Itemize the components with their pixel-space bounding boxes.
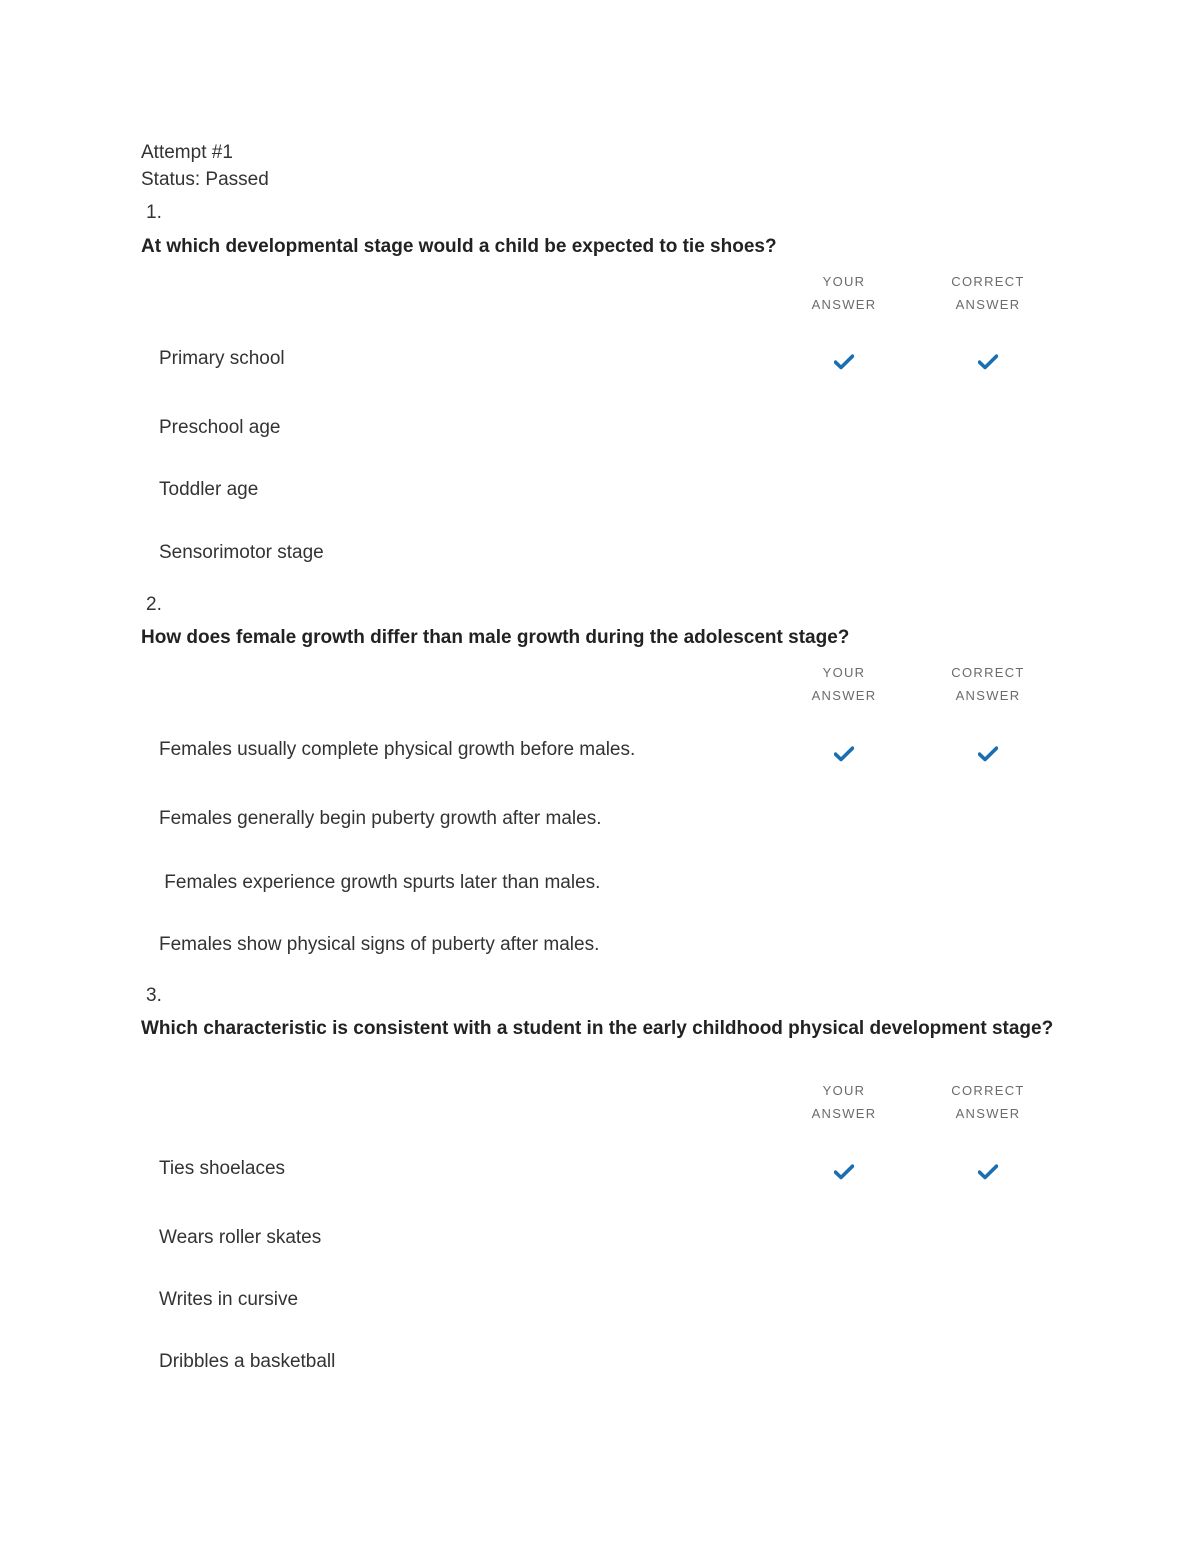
your-answer-header-line2: ANSWER	[811, 297, 877, 312]
answer-option: Females show physical signs of puberty after males.	[159, 934, 600, 955]
correct-answer-header	[933, 270, 1043, 316]
answer-option: Preschool age	[159, 417, 281, 438]
your-answer-header-line1: YOUR	[822, 274, 866, 289]
question-text: At which developmental stage would a child be expected to tie shoes?	[141, 236, 777, 257]
your-answer-header	[789, 270, 899, 316]
correct-answer-header-line1: CORRECT	[951, 274, 1025, 289]
answer-option: Primary school	[159, 348, 285, 369]
question-number: 1.	[146, 202, 162, 223]
correct-answer-header	[933, 661, 1043, 707]
your-answer-header-line1: YOUR	[822, 1083, 866, 1098]
correct-answer-header-line2: ANSWER	[955, 297, 1021, 312]
question-text: How does female growth differ than male growth during the adolescent stage?	[141, 627, 850, 648]
correct-answer-header-line2: ANSWER	[955, 688, 1021, 703]
answer-option: Ties shoelaces	[159, 1158, 286, 1179]
check-icon	[978, 746, 998, 762]
answer-option: Writes in cursive	[159, 1289, 299, 1310]
question-number: 3.	[146, 985, 162, 1006]
your-answer-header-line2: ANSWER	[811, 688, 877, 703]
correct-answer-header-line1: CORRECT	[951, 1083, 1025, 1098]
your-answer-header	[789, 661, 899, 707]
check-icon	[978, 1164, 998, 1180]
status-label: Status: Passed	[141, 169, 269, 190]
check-icon	[834, 1164, 854, 1180]
answer-option: Dribbles a basketball	[159, 1351, 336, 1372]
answer-option: Sensorimotor stage	[159, 542, 324, 563]
question-number: 2.	[146, 594, 162, 615]
your-answer-header-line1: YOUR	[822, 665, 866, 680]
check-icon	[978, 354, 998, 370]
check-icon	[834, 354, 854, 370]
correct-answer-header	[933, 1079, 1043, 1125]
your-answer-header-line2: ANSWER	[811, 1106, 877, 1121]
correct-answer-header-line2: ANSWER	[955, 1106, 1021, 1121]
answer-option: Females generally begin puberty growth after males.	[159, 808, 602, 829]
attempt-label: Attempt #1	[141, 142, 233, 163]
your-answer-header	[789, 1079, 899, 1125]
question-text: Which characteristic is consistent with a student in the early childhood physical development stage?	[141, 1018, 1054, 1039]
check-icon	[834, 746, 854, 762]
answer-option: Wears roller skates	[159, 1227, 322, 1248]
correct-answer-header-line1: CORRECT	[951, 665, 1025, 680]
answer-option: Females usually complete physical growth before males.	[159, 739, 636, 760]
answer-option: Toddler age	[159, 479, 259, 500]
answer-option: Females experience growth spurts later than males.	[159, 872, 601, 893]
